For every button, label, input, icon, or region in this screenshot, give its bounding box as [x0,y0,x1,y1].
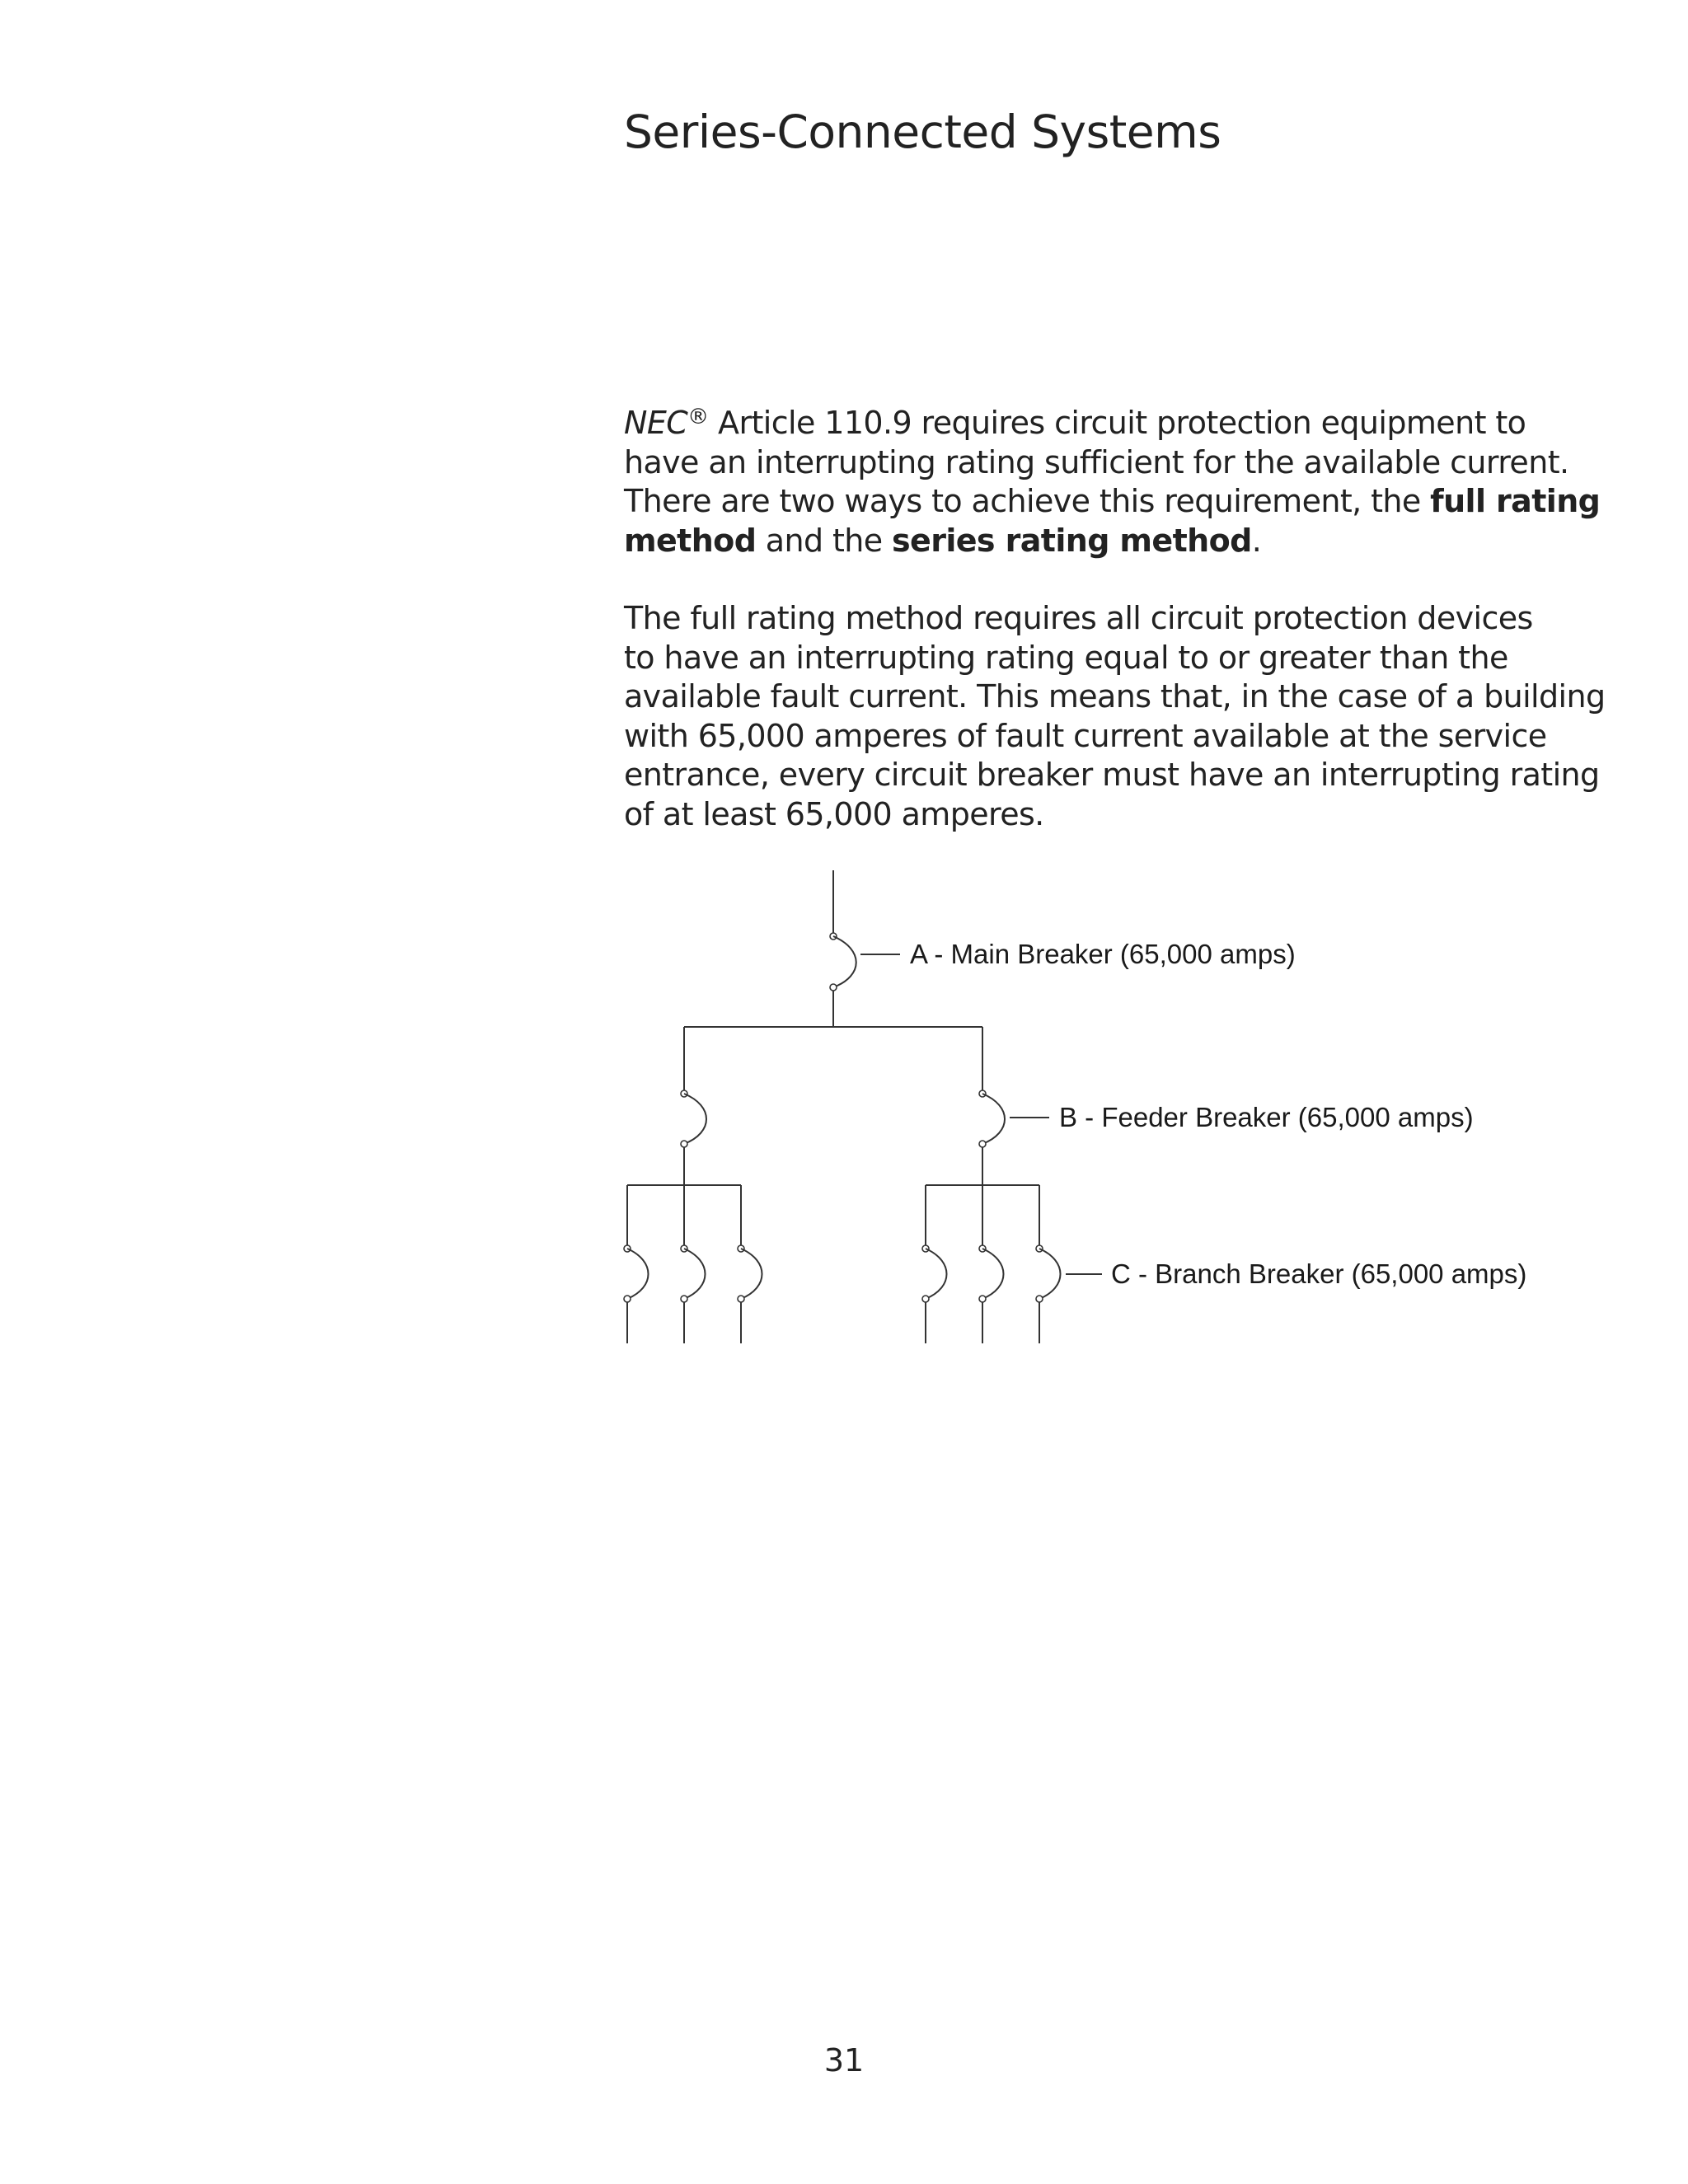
paragraph-full-rating-method [624,599,1606,834]
registered-mark: ® [687,405,709,429]
paragraph-1-line-2: have an interrupting rating sufficient for the available current. [624,443,1569,480]
branch-breaker-symbol [624,1245,649,1343]
page-number: 31 [823,2042,865,2079]
feeder-breaker-symbol [681,1090,706,1185]
paragraph-2-line: available fault current. This means that, in the case of a building [624,678,1606,715]
paragraph-2-line: to have an interrupting rating equal to or greater than the [624,639,1508,676]
paragraph-2-line: The full rating method requires all circuit protection devices [624,600,1533,636]
paragraph-2-line: with 65,000 amperes of fault current available at the service [624,717,1547,754]
branch-breaker-symbol [922,1245,947,1343]
page-title: Series-Connected Systems [624,105,1221,158]
paragraph-2-line: of at least 65,000 amperes. [624,795,1044,832]
branch-breaker-symbol [738,1245,762,1343]
paragraph-1-line-3: There are two ways to achieve this requirement, the full rating [624,483,1601,519]
method-term: method [624,522,757,559]
full-rating-term: full rating [1430,483,1601,519]
branch-breaker-label: C - Branch Breaker (65,000 amps) [1111,1258,1527,1289]
main-breaker-label: A - Main Breaker (65,000 amps) [910,939,1296,969]
main-breaker-symbol [830,870,856,1027]
paragraph-1-line-4: method and the series rating method. [624,522,1262,559]
feeder-breaker-symbol [979,1090,1005,1185]
paragraph-full-and-series-rating [624,404,1601,560]
feeder-breaker-label: B - Feeder Breaker (65,000 amps) [1059,1102,1474,1132]
branch-breaker-symbol [979,1245,1004,1343]
paragraph-1-line-1: NEC® Article 110.9 requires circuit protection equipment to [624,405,1526,441]
series-rating-method-term: series rating method [892,522,1252,559]
branch-breaker-symbol [681,1245,706,1343]
nec-term: NEC [624,405,688,441]
paragraph-2-line: entrance, every circuit breaker must have an interrupting rating [624,757,1600,793]
branch-breaker-symbol [1036,1245,1061,1343]
